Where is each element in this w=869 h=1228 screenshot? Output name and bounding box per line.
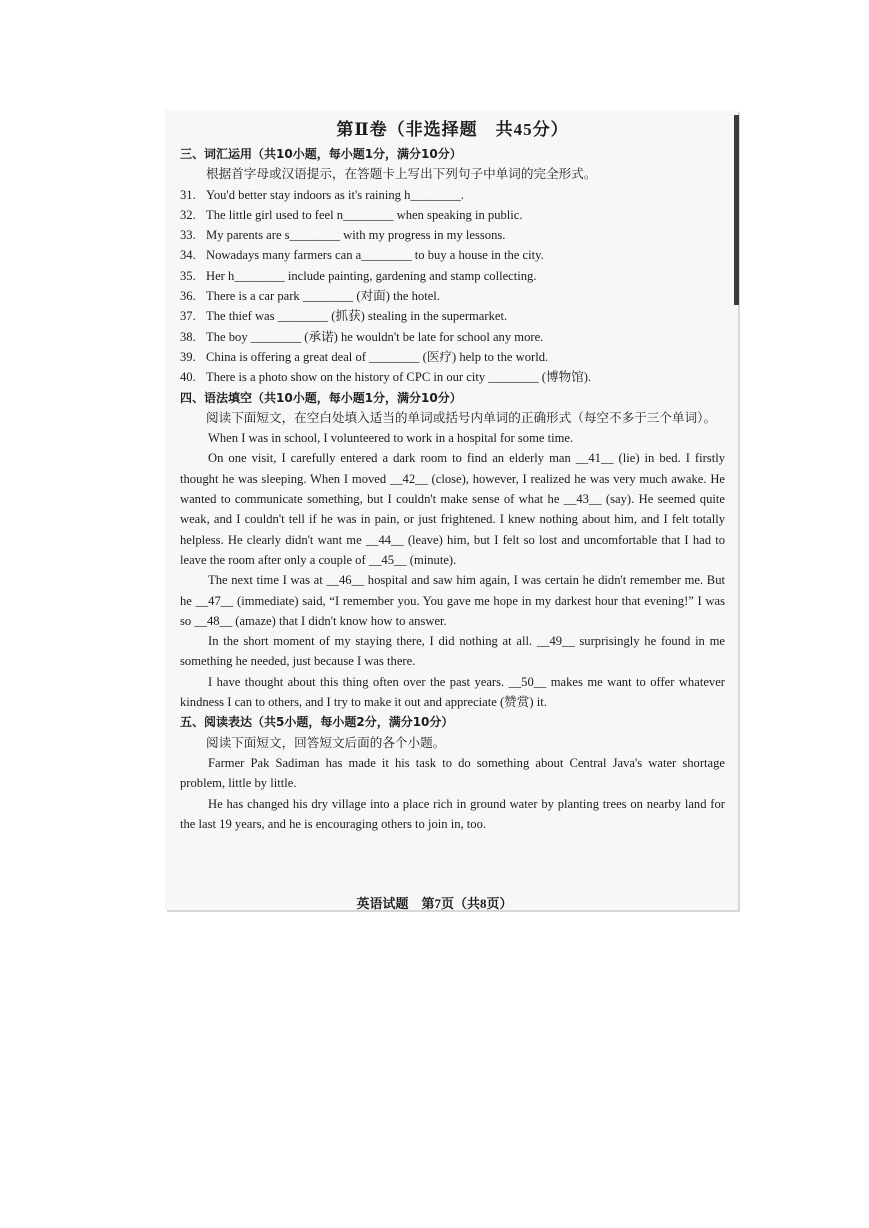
question-number: 33. bbox=[180, 228, 196, 243]
passage-paragraph: Farmer Pak Sadiman has made it his task to do something about Central Java's water shortage problem, little by little. bbox=[180, 755, 725, 791]
passage-paragraph: The next time I was at __46__ hospital and saw him again, I was certain he didn't remember me. But he __47__ (immediate) said, “I remember you. You gave me hope in my darkest hour that evening!” I was so __48__ (amaze) that I didn't know how to answer. bbox=[180, 573, 725, 628]
question-text: There is a car park ________ (对面) the hotel. bbox=[206, 289, 440, 304]
vocab-question bbox=[180, 327, 725, 347]
page-edge-shadow bbox=[734, 115, 739, 305]
vocab-question-list bbox=[180, 185, 725, 388]
vocab-question bbox=[180, 347, 725, 367]
vocab-question bbox=[180, 225, 725, 245]
section-title: 第Ⅱ卷（非选择题 共45分） bbox=[336, 120, 569, 139]
vocab-question bbox=[180, 245, 725, 265]
reading-instruction: 阅读下面短文，回答短文后面的各个小题。 bbox=[206, 735, 446, 750]
grammar-instruction: 阅读下面短文，在空白处填入适当的单词或括号内单词的正确形式（每空不多于三个单词）。 bbox=[206, 410, 717, 425]
question-number: 39. bbox=[180, 349, 196, 364]
question-text: The little girl used to feel n________ when speaking in public. bbox=[206, 207, 523, 222]
question-number: 31. bbox=[180, 187, 196, 202]
question-number: 35. bbox=[180, 268, 196, 283]
question-number: 34. bbox=[180, 248, 196, 263]
vocab-instruction: 根据首字母或汉语提示，在答题卡上写出下列句子中单词的完全形式。 bbox=[206, 167, 597, 182]
question-number: 32. bbox=[180, 207, 196, 222]
passage-paragraph: On one visit, I carefully entered a dark room to find an elderly man __41__ (lie) in bed. I firstly thought he was sleeping. When I moved __42__ (close), however, I realized he was very much awake. He wanted to communicate something, but I couldn't make sense of what he __43__ (say). He seemed quite weak, and I couldn't tell if he was in pain, or just frightened. I knew nothing about him, and I felt totally helpless. He clearly didn't want me __44__ (leave) him, but I felt so lost and uncomfortable that I had to leave the room after only a couple of __45__ (minute). bbox=[180, 451, 725, 567]
question-number: 38. bbox=[180, 329, 196, 344]
question-text: There is a photo show on the history of CPC in our city ________ (博物馆). bbox=[206, 370, 592, 385]
page-footer: 英语试题 第7页（共8页） bbox=[356, 896, 513, 911]
question-text: You'd better stay indoors as it's raining h________. bbox=[206, 187, 464, 202]
question-number: 36. bbox=[180, 289, 196, 304]
vocab-question bbox=[180, 205, 725, 225]
passage-paragraph: When I was in school, I volunteered to work in a hospital for some time. bbox=[208, 431, 574, 446]
question-text: The boy ________ (承诺) he wouldn't be late for school any more. bbox=[206, 329, 544, 344]
grammar-passage bbox=[180, 428, 725, 712]
question-text: My parents are s________ with my progress in my lessons. bbox=[206, 228, 506, 243]
passage-paragraph: I have thought about this thing often over the past years. __50__ makes me want to offer whatever kindness I can to others, and I try to make it out and appreciate (赞赏) it. bbox=[180, 674, 725, 710]
question-number: 40. bbox=[180, 370, 196, 385]
question-text: China is offering a great deal of ________ (医疗) help to the world. bbox=[206, 349, 549, 364]
grammar-heading: 四、语法填空（共10小题，每小题1分，满分10分） bbox=[180, 390, 462, 405]
question-text: The thief was ________ (抓获) stealing in the supermarket. bbox=[206, 309, 508, 324]
exam-content bbox=[180, 118, 725, 834]
vocab-heading: 三、词汇运用（共10小题，每小题1分，满分10分） bbox=[180, 147, 462, 161]
vocab-question bbox=[180, 266, 725, 286]
passage-paragraph: In the short moment of my staying there, I did nothing at all. __49__ surprisingly he found in me something he needed, just because I was there. bbox=[180, 634, 725, 669]
vocab-question bbox=[180, 367, 725, 387]
reading-passage bbox=[180, 753, 725, 834]
question-text: Nowadays many farmers can a________ to buy a house in the city. bbox=[206, 248, 544, 263]
question-number: 37. bbox=[180, 309, 196, 324]
passage-paragraph: He has changed his dry village into a place rich in ground water by planting trees on nearby land for the last 19 years, and he is encouraging others to join in, too. bbox=[180, 796, 725, 831]
vocab-question bbox=[180, 286, 725, 306]
vocab-question bbox=[180, 306, 725, 326]
reading-heading: 五、阅读表达（共5小题，每小题2分，满分10分） bbox=[180, 715, 454, 730]
question-text: Her h________ include painting, gardening and stamp collecting. bbox=[206, 268, 537, 283]
vocab-question bbox=[180, 185, 725, 205]
